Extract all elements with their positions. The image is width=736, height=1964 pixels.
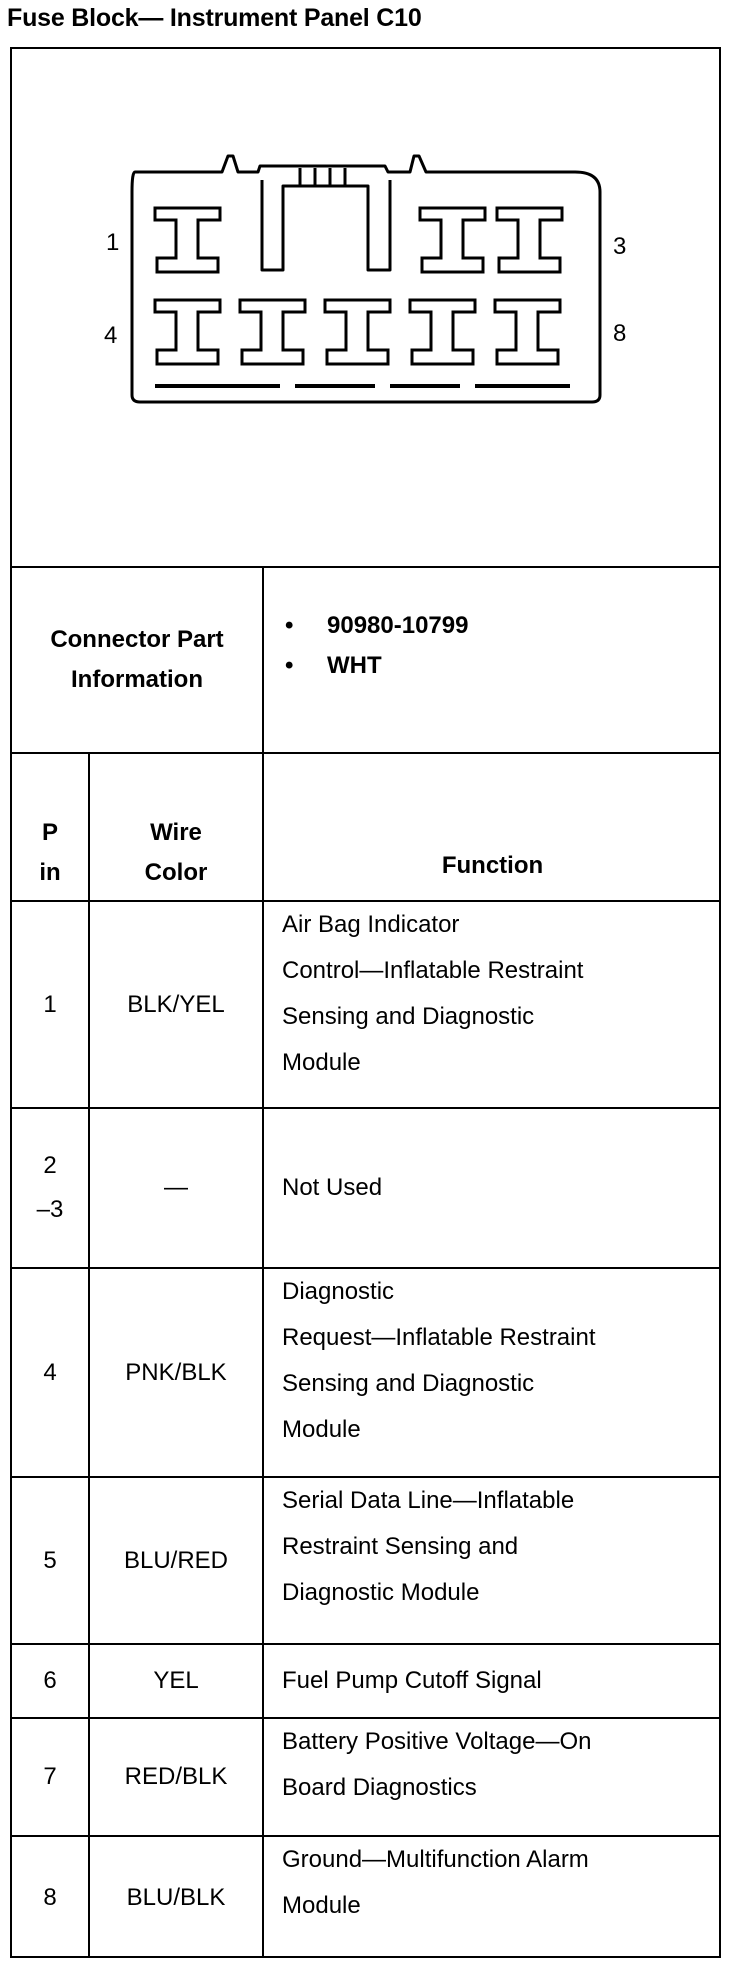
function-cell: Battery Positive Voltage—On Board Diagnostics <box>282 1728 592 1801</box>
pin-cell: 8 <box>43 1883 57 1911</box>
pin-label-4: 4 <box>104 322 118 349</box>
pin-cell: 2 –3 <box>36 1152 64 1223</box>
wire-color-cell: — <box>164 1174 188 1201</box>
pin-cell: 7 <box>43 1763 57 1790</box>
function-cell: Not Used <box>282 1174 383 1201</box>
wire-color-cell: BLK/YEL <box>127 990 225 1018</box>
function-cell: Ground—Multifunction Alarm Module <box>282 1846 589 1919</box>
page-title: Fuse Block— Instrument Panel C10 <box>7 4 422 32</box>
pin-cell: 5 <box>43 1546 57 1574</box>
wire-color-cell: PNK/BLK <box>125 1358 227 1386</box>
wire-color-cell: BLU/BLK <box>126 1883 226 1911</box>
connector-info-label: Connector Part Information <box>50 626 224 693</box>
divider <box>10 752 721 754</box>
pin-cell: 6 <box>43 1667 57 1694</box>
function-cell: Serial Data Line—Inflatable Restraint Sensing and Diagnostic Module <box>282 1487 575 1606</box>
connector-info-list <box>285 606 468 686</box>
pin-label-3: 3 <box>613 233 627 260</box>
pin-cell: 4 <box>43 1358 57 1386</box>
wire-color-cell: RED/BLK <box>124 1763 228 1790</box>
connector-diagram <box>100 150 610 420</box>
wire-color-column-header: Wire Color <box>144 819 208 886</box>
list-item: • 90980-10799 <box>285 612 469 639</box>
wire-color-cell: YEL <box>153 1667 199 1694</box>
pin-label-8: 8 <box>613 320 627 347</box>
wire-color-cell: BLU/RED <box>123 1546 229 1574</box>
function-cell: Air Bag Indicator Control—Inflatable Restraint Sensing and Diagnostic Module <box>282 911 584 1076</box>
pin-label-1: 1 <box>106 229 120 256</box>
list-item: • WHT <box>285 652 382 679</box>
function-cell: Fuel Pump Cutoff Signal <box>282 1667 542 1694</box>
function-cell: Diagnostic Request—Inflatable Restraint Sensing and Diagnostic Module <box>282 1278 596 1443</box>
function-column-header: Function <box>441 852 544 879</box>
pin-cell: 1 <box>43 990 57 1018</box>
pin-column-header: P in <box>39 819 61 886</box>
